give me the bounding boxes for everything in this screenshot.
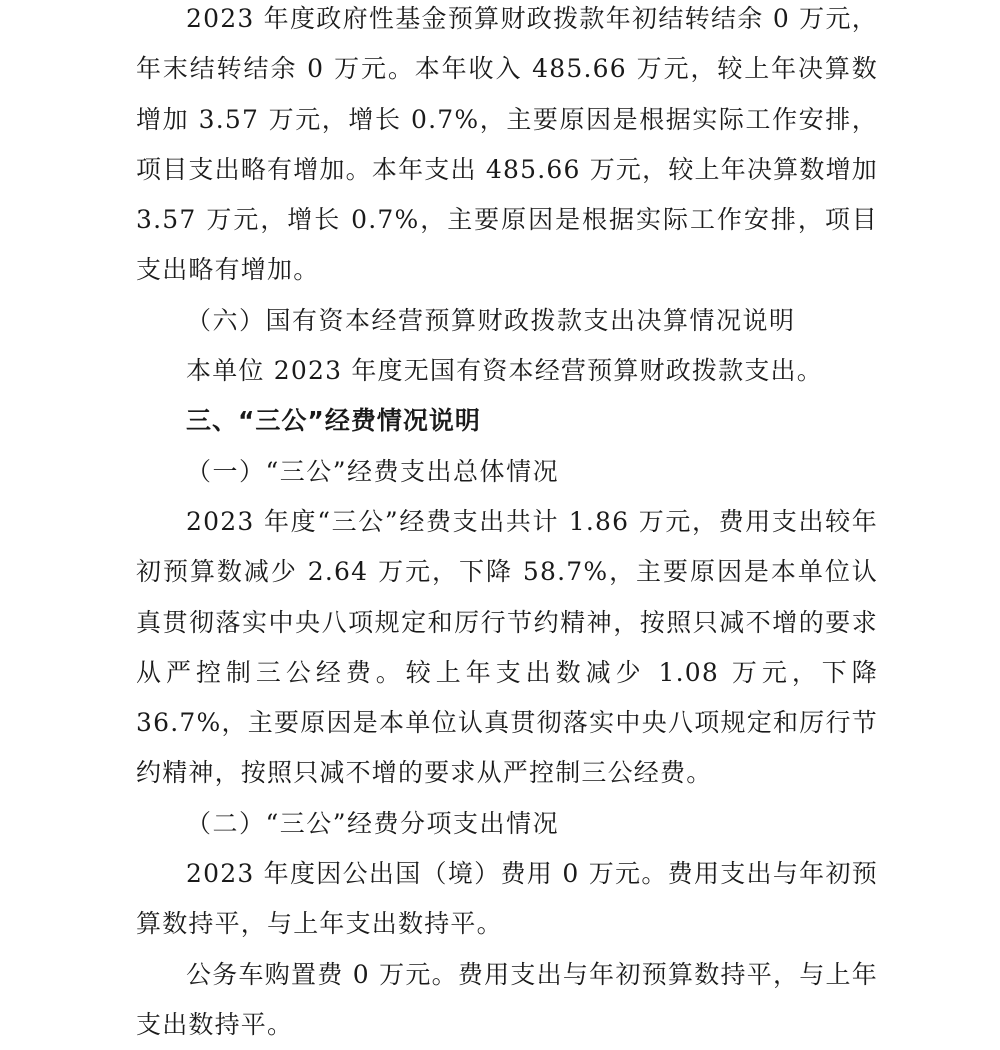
subheading-overall: （一）“三公”经费支出总体情况 — [186, 456, 560, 486]
subheading-state-capital: （六）国有资本经营预算财政拨款支出决算情况说明 — [186, 305, 796, 335]
subheading-itemized: （二）“三公”经费分项支出情况 — [186, 808, 560, 838]
paragraph-state-capital: 本单位 2023 年度无国有资本经营预算财政拨款支出。 — [186, 356, 823, 386]
paragraph-vehicle-purchase: 公务车购置费 0 万元。费用支出与年初预算数持平，与上年支出数持平。 — [136, 959, 878, 1039]
paragraph-overall: 2023 年度“三公”经费支出共计 1.86 万元，费用支出较年初预算数减少 2.64 万元，下降 58.7%，主要原因是本单位认真贯彻落实中央八项规定和厉行节约精神，按照只减不增的要求从严控制三公经费。较上年支出数减少 1.08 万元，下降 36.7%，主要原因是本单位认真贯彻落实中央八项规定和厉行节约精神，按照只减不增的要求从严控制三公经费。 — [136, 506, 878, 788]
paragraph-overseas-travel: 2023 年度因公出国（境）费用 0 万元。费用支出与年初预算数持平，与上年支出数持平。 — [136, 859, 878, 939]
heading-three-public-expenses: 三、“三公”经费情况说明 — [186, 406, 481, 436]
document-body — [136, 0, 878, 1050]
paragraph-government-fund: 2023 年度政府性基金预算财政拨款年初结转结余 0 万元，年末结转结余 0 万元。本年收入 485.66 万元，较上年决算数增加 3.57 万元，增长 0.7%，主要原因是根据实际工作安排，项目支出略有增加。本年支出 485.66 万元，较上年决算数增加 3.57 万元，增长 0.7%，主要原因是根据实际工作安排，项目支出略有增加。 — [136, 4, 878, 285]
